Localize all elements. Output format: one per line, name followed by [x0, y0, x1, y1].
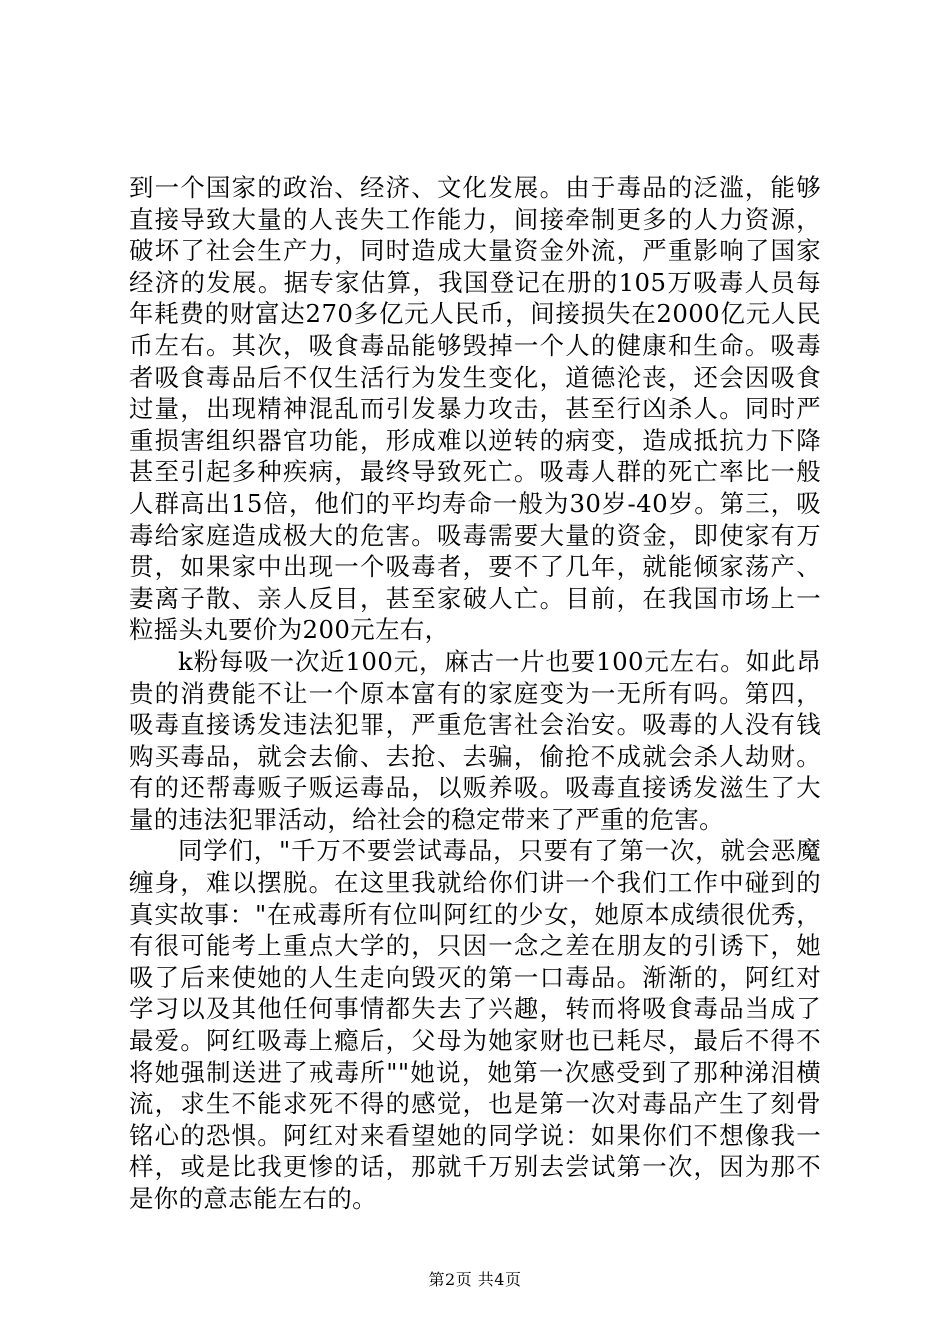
document-body: [129, 172, 821, 1215]
page-number-footer: 第2页 共4页: [428, 1270, 522, 1289]
paragraph-consumption-crime: k粉每吸一次近100元，麻古一片也要100元左右。如此昂贵的消费能不让一个原本富有的家庭变为一无所有吗。第四，吸毒直接诱发违法犯罪，严重危害社会治安。吸毒的人没有钱购买毒品，就会去偷、去抢、去骗，偷抢不成就会杀人劫财。有的还帮毒贩子贩运毒品，以贩养吸。吸毒直接诱发滋生了大量的违法犯罪活动，给社会的稳定带来了严重的危害。: [129, 646, 821, 834]
paragraph-story: 同学们，"千万不要尝试毒品，只要有了第一次，就会恶魔缠身，难以摆脱。在这里我就给你们讲一个我们工作中碰到的真实故事："在戒毒所有位叫阿红的少女，她原本成绩很优秀，有很可能考上重点大学的，只因一念之差在朋友的引诱下，她吸了后来使她的人生走向毁灭的第一口毒品。渐渐的，阿红对学习以及其他任何事情都失去了兴趣，转而将吸食毒品当成了最爱。阿红吸毒上瘾后，父母为她家财也已耗尽，最后不得不将她强制送进了戒毒所""她说，她第一次感受到了那种涕泪横流，求生不能求死不得的感觉，也是第一次对毒品产生了刻骨铭心的恐惧。阿红对来看望她的同学说：如果你们不想像我一样，或是比我更惨的话，那就千万别去尝试第一次，因为那不是你的意志能左右的。: [129, 836, 821, 1213]
paragraph-continued: 到一个国家的政治、经济、文化发展。由于毒品的泛滥，能够直接导致大量的人丧失工作能力，间接牵制更多的人力资源，破坏了社会生产力，同时造成大量资金外流，严重影响了国家经济的发展。据专家估算，我国登记在册的105万吸毒人员每年耗费的财富达270多亿元人民币，间接损失在2000亿元人民币左右。其次，吸食毒品能够毁掉一个人的健康和生命。吸毒者吸食毒品后不仅生活行为发生变化，道德沦丧，还会因吸食过量，出现精神混乱而引发暴力攻击，甚至行凶杀人。同时严重损害组织器官功能，形成难以逆转的病变，造成抵抗力下降甚至引起多种疾病，最终导致死亡。吸毒人群的死亡率比一般人群高出15倍，他们的平均寿命一般为30岁-40岁。第三，吸毒给家庭造成极大的危害。吸毒需要大量的资金，即使家有万贯，如果家中出现一个吸毒者，要不了几年，就能倾家荡产、妻离子散、亲人反目，甚至家破人亡。目前，在我国市场上一粒摇头丸要价为200元左右，: [129, 173, 821, 645]
